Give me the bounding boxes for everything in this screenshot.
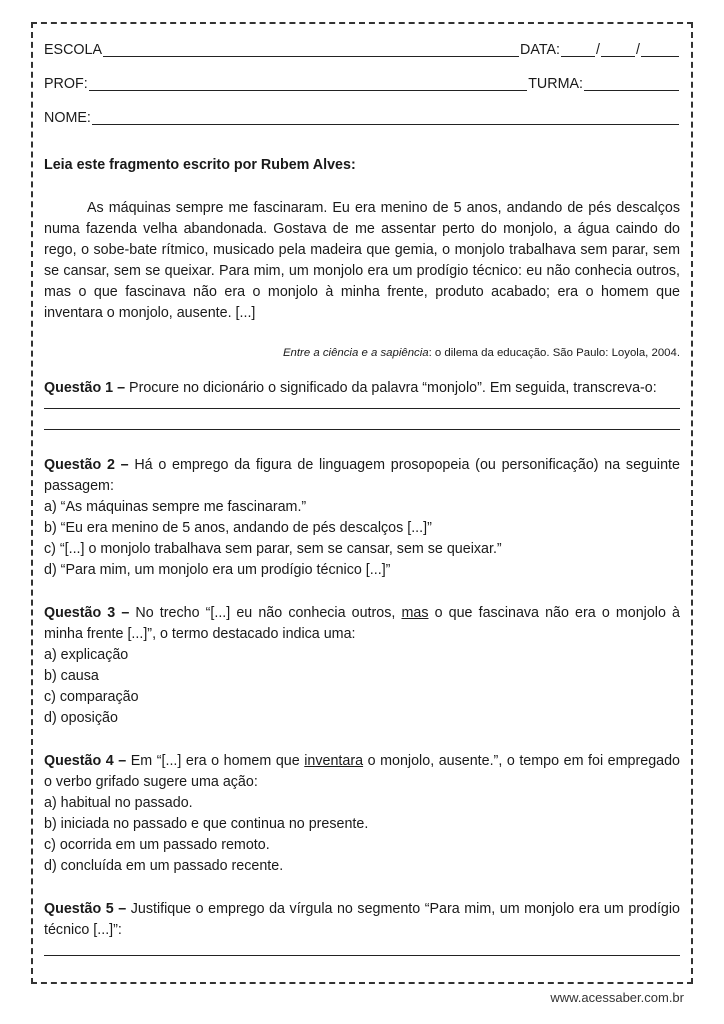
date-year-field[interactable] xyxy=(641,56,679,57)
option-item[interactable]: c) ocorrida em um passado remoto. xyxy=(44,837,270,853)
school-line xyxy=(44,40,680,61)
option-item[interactable]: c) “[...] o monjolo trabalhava sem parar, sem se cansar, sem se queixar.” xyxy=(44,541,502,557)
answer-line[interactable] xyxy=(44,941,680,956)
question-4-label: Questão 4 – xyxy=(44,753,127,769)
option-item[interactable]: c) comparação xyxy=(44,689,139,705)
school-label: ESCOLA xyxy=(44,42,103,58)
option-item[interactable]: b) iniciada no passado e que continua no presente. xyxy=(44,816,369,832)
question-2 xyxy=(44,455,680,497)
class-label: TURMA: xyxy=(528,76,583,92)
option-item[interactable]: a) “As máquinas sempre me fascinaram.” xyxy=(44,499,307,515)
question-5 xyxy=(44,899,680,941)
highlighted-term: mas xyxy=(401,605,429,621)
option-item[interactable]: d) “Para mim, um monjolo era um prodígio técnico [...]” xyxy=(44,562,391,578)
intro-text: Leia este fragmento escrito por Rubem Alves: xyxy=(44,157,356,173)
worksheet-content xyxy=(44,40,680,956)
school-field[interactable] xyxy=(103,56,519,57)
answer-line[interactable] xyxy=(44,409,680,430)
date-separator: / xyxy=(636,42,640,58)
option-item[interactable]: a) explicação xyxy=(44,647,129,663)
question-1-label: Questão 1 – xyxy=(44,380,126,396)
passage-text: As máquinas sempre me fascinaram. Eu era menino de 5 anos, andando de pés descalços numa fazenda velha abandonada. Gostava de me assentar perto do monjolo, a água caindo do rego, o sobe-bate rítmico, musicado pela madeira que gemia, o monjolo trabalhava sem parar, sem se cansar, sem se queixar. Para mim, um monjolo era um prodígio técnico: eu não conhecia outros, mas o que fascinava não era o monjolo à minha frente, produto acabado; era o homem que inventara o monjolo, ausente. [...] xyxy=(44,200,680,321)
name-label: NOME: xyxy=(44,110,91,126)
question-5-label: Questão 5 – xyxy=(44,901,127,917)
source-citation xyxy=(44,345,680,361)
teacher-field[interactable] xyxy=(89,90,528,91)
date-day-field[interactable] xyxy=(561,56,595,57)
question-4-text-pre: Em “[...] era o homem que xyxy=(126,753,305,769)
option-item[interactable]: b) causa xyxy=(44,668,99,684)
question-3-text-pre: No trecho “[...] eu não conhecia outros, xyxy=(129,605,402,621)
answer-line[interactable] xyxy=(44,399,680,409)
source-details: : o dilema da educação. São Paulo: Loyola, 2004. xyxy=(428,347,680,359)
name-line xyxy=(44,108,680,129)
question-5-text: Justifique o emprego da vírgula no segmento “Para mim, um monjolo era um prodígio técnico [...]”: xyxy=(44,901,680,938)
source-title: Entre a ciência e a sapiência xyxy=(282,347,429,359)
question-2-text: Há o emprego da figura de linguagem prosopopeia (ou personificação) na seguinte passagem: xyxy=(44,457,680,494)
class-field[interactable] xyxy=(584,90,679,91)
question-4-text-post: o monjolo, ausente.”, o tempo em foi empregado o verbo grifado sugere uma ação: xyxy=(44,753,680,790)
footer-website: www.acessaber.com.br xyxy=(550,990,684,1005)
date-month-field[interactable] xyxy=(601,56,635,57)
question-4 xyxy=(44,751,680,793)
name-field[interactable] xyxy=(92,124,679,125)
question-2-label: Questão 2 – xyxy=(44,457,129,473)
option-item[interactable]: d) oposição xyxy=(44,710,118,726)
question-3-label: Questão 3 – xyxy=(44,605,130,621)
question-1-text: Procure no dicionário o significado da palavra “monjolo”. Em seguida, transcreva-o: xyxy=(125,380,657,396)
question-3-text-post: o que fascinava não era o monjolo à minha frente [...]”, o termo destacado indica uma: xyxy=(44,605,680,642)
question-1 xyxy=(44,378,680,399)
option-item[interactable]: b) “Eu era menino de 5 anos, andando de pés descalços [...]” xyxy=(44,520,432,536)
highlighted-verb: inventara xyxy=(304,753,364,769)
teacher-line xyxy=(44,74,680,95)
date-separator: / xyxy=(596,42,601,58)
date-label: DATA: xyxy=(520,42,561,58)
option-item[interactable]: a) habitual no passado. xyxy=(44,795,193,811)
option-item[interactable]: d) concluída em um passado recente. xyxy=(44,858,284,874)
question-3 xyxy=(44,603,680,645)
teacher-label: PROF: xyxy=(44,76,88,92)
